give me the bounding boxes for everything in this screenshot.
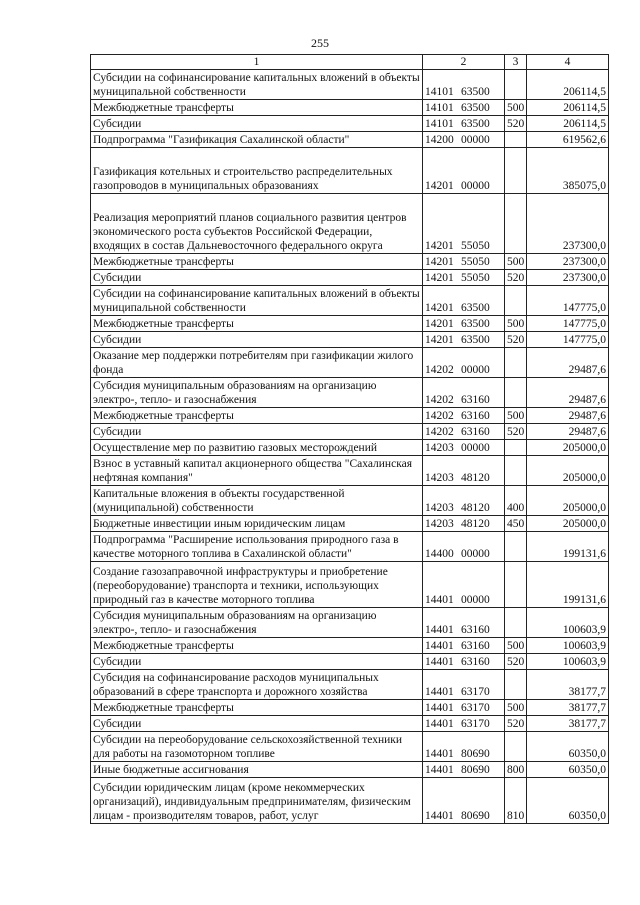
row-expense-type [505, 194, 527, 254]
row-code-program: 14400 [425, 548, 454, 560]
row-code [423, 132, 505, 148]
row-expense-type [505, 532, 527, 562]
row-expense-type: 450 [505, 516, 527, 532]
row-code [423, 654, 505, 670]
row-amount: 100603,9 [527, 654, 609, 670]
row-code-direction: 00000 [461, 180, 490, 192]
row-name: Субсидии юридическим лицам (кроме некоммерческих организаций), индивидуальным предпринимателям, физическим лицам - производителям товаров, работ, услуг [91, 778, 423, 824]
table-row [91, 516, 609, 532]
table-row [91, 778, 609, 824]
table-row [91, 316, 609, 332]
row-name: Субсидии [91, 116, 423, 132]
table-row [91, 286, 609, 316]
header-cell-code: 2 [423, 55, 505, 70]
row-name: Газификация котельных и строительство распределительных газопроводов в муниципальных образованиях [91, 148, 423, 194]
row-expense-type: 500 [505, 100, 527, 116]
header-cell-amount: 4 [527, 55, 609, 70]
row-amount: 60350,0 [527, 762, 609, 778]
row-name: Реализация мероприятий планов социального развития центров экономического роста субъектов Российской Федерации, входящих в состав Дальневосточного федерального округа [91, 194, 423, 254]
row-amount: 619562,6 [527, 132, 609, 148]
row-name: Капитальные вложения в объекты государственной (муниципальной) собственности [91, 486, 423, 516]
row-code-direction: 48120 [461, 518, 490, 530]
row-amount: 206114,5 [527, 70, 609, 100]
table-row [91, 562, 609, 608]
row-code [423, 732, 505, 762]
row-name: Субсидии [91, 270, 423, 286]
row-name: Оказание мер поддержки потребителям при газификации жилого фонда [91, 348, 423, 378]
row-code [423, 486, 505, 516]
row-code-program: 14401 [425, 640, 454, 652]
row-code-program: 14401 [425, 764, 454, 776]
row-name: Взнос в уставный капитал акционерного общества "Сахалинская нефтяная компания" [91, 456, 423, 486]
table-row [91, 638, 609, 654]
row-expense-type [505, 732, 527, 762]
row-amount: 38177,7 [527, 670, 609, 700]
row-amount: 237300,0 [527, 194, 609, 254]
row-code [423, 100, 505, 116]
row-name: Межбюджетные трансферты [91, 254, 423, 270]
row-code-direction: 00000 [461, 548, 490, 560]
row-name: Субсидии [91, 332, 423, 348]
row-expense-type: 520 [505, 270, 527, 286]
page-number: 255 [311, 36, 329, 50]
row-expense-type [505, 132, 527, 148]
row-expense-type: 500 [505, 408, 527, 424]
row-code-program: 14401 [425, 594, 454, 606]
row-code [423, 70, 505, 100]
row-code-program: 14203 [425, 442, 454, 454]
row-expense-type [505, 440, 527, 456]
table-row [91, 532, 609, 562]
row-code-direction: 00000 [461, 442, 490, 454]
row-code-direction: 63160 [461, 394, 490, 406]
row-code-program: 14201 [425, 256, 454, 268]
row-code-program: 14203 [425, 502, 454, 514]
table-header-row [91, 55, 609, 70]
row-expense-type [505, 456, 527, 486]
row-name: Иные бюджетные ассигнования [91, 762, 423, 778]
row-amount: 100603,9 [527, 638, 609, 654]
row-amount: 205000,0 [527, 516, 609, 532]
row-code-program: 14401 [425, 702, 454, 714]
row-expense-type: 520 [505, 116, 527, 132]
row-code-direction: 63500 [461, 118, 490, 130]
row-amount: 385075,0 [527, 148, 609, 194]
table-row [91, 116, 609, 132]
row-code-program: 14203 [425, 518, 454, 530]
row-code-direction: 00000 [461, 364, 490, 376]
table-row [91, 332, 609, 348]
row-code [423, 456, 505, 486]
row-expense-type [505, 378, 527, 408]
row-amount: 237300,0 [527, 254, 609, 270]
row-code [423, 700, 505, 716]
row-code [423, 670, 505, 700]
row-code-direction: 55050 [461, 256, 490, 268]
table-row [91, 408, 609, 424]
row-code-program: 14401 [425, 656, 454, 668]
row-code-program: 14200 [425, 134, 454, 146]
row-amount: 60350,0 [527, 778, 609, 824]
row-code [423, 532, 505, 562]
row-name: Бюджетные инвестиции иным юридическим лицам [91, 516, 423, 532]
row-name: Осуществление мер по развитию газовых месторождений [91, 440, 423, 456]
row-code-direction: 00000 [461, 134, 490, 146]
row-expense-type: 400 [505, 486, 527, 516]
row-code-direction: 80690 [461, 748, 490, 760]
row-expense-type [505, 148, 527, 194]
row-name: Подпрограмма "Расширение использования природного газа в качестве моторного топлива в Сахалинской области" [91, 532, 423, 562]
row-expense-type: 500 [505, 700, 527, 716]
row-code [423, 378, 505, 408]
row-expense-type: 500 [505, 638, 527, 654]
row-code-direction: 63160 [461, 656, 490, 668]
row-amount: 205000,0 [527, 456, 609, 486]
row-name: Межбюджетные трансферты [91, 408, 423, 424]
row-expense-type [505, 608, 527, 638]
row-code [423, 194, 505, 254]
row-code-direction: 55050 [461, 272, 490, 284]
row-code-program: 14101 [425, 118, 454, 130]
row-code-direction: 48120 [461, 502, 490, 514]
row-code-direction: 48120 [461, 472, 490, 484]
row-name: Субсидия муниципальным образованиям на организацию электро-, тепло- и газоснабжения [91, 608, 423, 638]
row-amount: 199131,6 [527, 532, 609, 562]
row-name: Межбюджетные трансферты [91, 100, 423, 116]
row-code-program: 14401 [425, 686, 454, 698]
row-code [423, 148, 505, 194]
row-code [423, 762, 505, 778]
row-expense-type: 800 [505, 762, 527, 778]
row-amount: 205000,0 [527, 486, 609, 516]
row-code-direction: 63160 [461, 624, 490, 636]
row-name: Межбюджетные трансферты [91, 316, 423, 332]
row-code-direction: 63160 [461, 426, 490, 438]
table-row [91, 440, 609, 456]
row-code-program: 14201 [425, 240, 454, 252]
row-expense-type [505, 70, 527, 100]
row-code-direction: 63500 [461, 102, 490, 114]
table-row [91, 254, 609, 270]
row-code [423, 638, 505, 654]
row-amount: 237300,0 [527, 270, 609, 286]
row-code-direction: 63170 [461, 702, 490, 714]
table-row [91, 762, 609, 778]
row-code [423, 562, 505, 608]
table-row [91, 348, 609, 378]
row-amount: 60350,0 [527, 732, 609, 762]
row-code [423, 254, 505, 270]
table-row [91, 700, 609, 716]
budget-table [90, 54, 609, 824]
row-code [423, 316, 505, 332]
row-code [423, 608, 505, 638]
row-amount: 206114,5 [527, 100, 609, 116]
row-code-direction: 63500 [461, 334, 490, 346]
row-amount: 147775,0 [527, 316, 609, 332]
row-expense-type: 520 [505, 716, 527, 732]
row-code-program: 14201 [425, 272, 454, 284]
row-code [423, 408, 505, 424]
row-expense-type: 520 [505, 332, 527, 348]
row-code-program: 14201 [425, 302, 454, 314]
row-code-direction: 63170 [461, 686, 490, 698]
row-code [423, 286, 505, 316]
row-amount: 205000,0 [527, 440, 609, 456]
row-amount: 100603,9 [527, 608, 609, 638]
row-code-program: 14202 [425, 426, 454, 438]
row-code [423, 716, 505, 732]
row-code [423, 424, 505, 440]
row-name: Субсидии на переоборудование сельскохозяйственной техники для работы на газомоторном топливе [91, 732, 423, 762]
row-code-direction: 63170 [461, 718, 490, 730]
row-name: Субсидии на софинансирование капитальных вложений в объекты муниципальной собственности [91, 286, 423, 316]
row-amount: 147775,0 [527, 286, 609, 316]
row-code [423, 116, 505, 132]
row-expense-type: 500 [505, 254, 527, 270]
row-code-direction: 63500 [461, 302, 490, 314]
row-code-program: 14401 [425, 810, 454, 822]
row-code-program: 14201 [425, 180, 454, 192]
row-expense-type [505, 348, 527, 378]
row-name: Субсидии [91, 424, 423, 440]
row-code [423, 348, 505, 378]
row-code-direction: 63500 [461, 318, 490, 330]
row-code-direction: 63160 [461, 640, 490, 652]
row-amount: 147775,0 [527, 332, 609, 348]
table-row [91, 732, 609, 762]
row-name: Создание газозаправочной инфраструктуры и приобретение (переоборудование) транспорта и техники, использующих природный газ в качестве моторного топлива [91, 562, 423, 608]
row-code [423, 270, 505, 286]
row-amount: 199131,6 [527, 562, 609, 608]
row-amount: 38177,7 [527, 716, 609, 732]
header-cell-type: 3 [505, 55, 527, 70]
row-expense-type: 520 [505, 654, 527, 670]
row-amount: 38177,7 [527, 700, 609, 716]
row-expense-type: 520 [505, 424, 527, 440]
row-expense-type [505, 670, 527, 700]
row-amount: 29487,6 [527, 424, 609, 440]
row-code [423, 516, 505, 532]
row-code-program: 14203 [425, 472, 454, 484]
row-code-direction: 80690 [461, 810, 490, 822]
row-amount: 206114,5 [527, 116, 609, 132]
row-code-direction: 80690 [461, 764, 490, 776]
row-code-program: 14401 [425, 718, 454, 730]
row-amount: 29487,6 [527, 408, 609, 424]
row-code-program: 14401 [425, 748, 454, 760]
row-code-direction: 55050 [461, 240, 490, 252]
row-name: Субсидии [91, 716, 423, 732]
table-row [91, 486, 609, 516]
row-code-direction: 00000 [461, 594, 490, 606]
table-row [91, 270, 609, 286]
row-expense-type [505, 562, 527, 608]
row-code [423, 332, 505, 348]
table-row [91, 100, 609, 116]
row-code-program: 14101 [425, 102, 454, 114]
row-name: Межбюджетные трансферты [91, 700, 423, 716]
header-cell-name: 1 [91, 55, 423, 70]
row-amount: 29487,6 [527, 378, 609, 408]
row-code-program: 14202 [425, 394, 454, 406]
table-row [91, 654, 609, 670]
row-name: Субсидия муниципальным образованиям на организацию электро-, тепло- и газоснабжения [91, 378, 423, 408]
table-row [91, 148, 609, 194]
row-code-direction: 63500 [461, 86, 490, 98]
row-code-program: 14202 [425, 410, 454, 422]
row-name: Межбюджетные трансферты [91, 638, 423, 654]
row-code-program: 14201 [425, 334, 454, 346]
row-name: Субсидии [91, 654, 423, 670]
table-row [91, 378, 609, 408]
row-code [423, 778, 505, 824]
table-row [91, 456, 609, 486]
table-row [91, 608, 609, 638]
row-name: Субсидии на софинансирование капитальных вложений в объекты муниципальной собственности [91, 70, 423, 100]
row-name: Субсидия на софинансирование расходов муниципальных образований в сфере транспорта и дорожного хозяйства [91, 670, 423, 700]
row-code-program: 14201 [425, 318, 454, 330]
table-row [91, 424, 609, 440]
table-row [91, 70, 609, 100]
row-code-direction: 63160 [461, 410, 490, 422]
table-row [91, 670, 609, 700]
row-expense-type: 810 [505, 778, 527, 824]
row-code-program: 14101 [425, 86, 454, 98]
table-row [91, 194, 609, 254]
table-row [91, 716, 609, 732]
row-code-program: 14202 [425, 364, 454, 376]
table-row [91, 132, 609, 148]
row-code-program: 14401 [425, 624, 454, 636]
row-expense-type [505, 286, 527, 316]
row-expense-type: 500 [505, 316, 527, 332]
row-name: Подпрограмма "Газификация Сахалинской области" [91, 132, 423, 148]
row-amount: 29487,6 [527, 348, 609, 378]
row-code [423, 440, 505, 456]
